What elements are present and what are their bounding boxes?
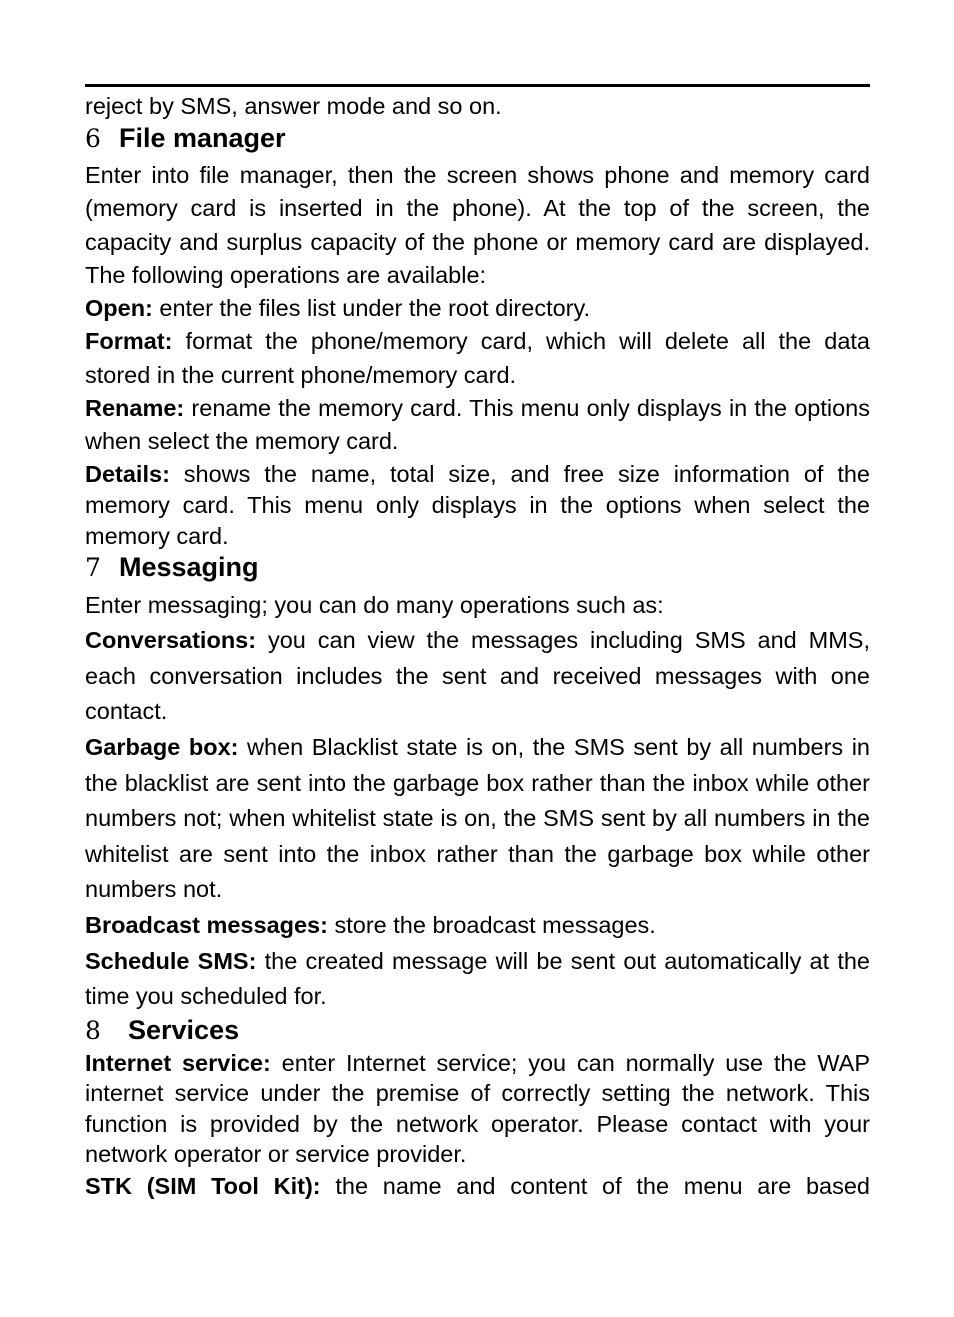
item-term: Internet service: [85, 1049, 271, 1076]
messaging-intro: Enter messaging; you can do many operations such as: [85, 591, 664, 618]
item-term: Details: [85, 460, 170, 487]
messaging-item-schedule-sms [85, 944, 870, 1015]
item-text: the name and content of the menu are based [320, 1173, 870, 1200]
page-content [85, 89, 870, 1203]
section-heading-file-manager [85, 123, 870, 159]
header-rule [85, 84, 870, 87]
section-number: 7 [85, 552, 101, 582]
item-text: the created message will be sent out automatically at the time you scheduled for. [85, 947, 870, 1010]
item-text: enter Internet service; you can normally use the WAP internet service under the premise of correctly setting the network. This function is provided by the network operator. Please contact with your network operator or service provider. [85, 1049, 870, 1168]
item-term: Open: [85, 295, 153, 322]
file-manager-intro: Enter into file manager, then the screen shows phone and memory card (memory card is inserted in the phone). At the top of the screen, the capacity and surplus capacity of the phone or memory card are displayed. The following operations are available: [85, 162, 870, 288]
item-text: rename the memory card. This menu only displays in the options when select the memory card. [85, 395, 870, 455]
item-text: you can view the messages including SMS and MMS, each conversation includes the sent and received messages with one contact. [85, 627, 870, 725]
item-text: enter the files list under the root directory. [152, 295, 591, 322]
file-item-open [85, 292, 870, 325]
messaging-item-garbage-box [85, 730, 870, 908]
item-text: when Blacklist state is on, the SMS sent by all numbers in the blacklist are sent into the garbage box rather than the inbox while other numbers not; when whitelist state is on, the SMS sent by all numbers in the whitelist are sent into the inbox rather than the garbage box while other numbers not. [85, 734, 870, 903]
messaging-item-broadcast [85, 908, 870, 944]
section-title: Messaging [119, 551, 259, 582]
intro-paragraph: reject by SMS, answer mode and so on. [85, 93, 502, 119]
item-term: Garbage box: [85, 734, 239, 761]
file-item-format [85, 325, 870, 392]
services-item-internet [85, 1048, 870, 1170]
section-number: 6 [85, 124, 101, 153]
section-title: File manager [119, 123, 286, 153]
item-term: STK (SIM Tool Kit): [85, 1173, 321, 1200]
services-item-stk [85, 1169, 870, 1203]
item-term: Rename: [85, 395, 185, 422]
item-text: store the broadcast messages. [327, 912, 656, 939]
section-number: 8 [85, 1015, 101, 1045]
section-title: Services [128, 1014, 240, 1045]
item-term: Broadcast messages: [85, 912, 328, 939]
item-term: Conversations: [85, 627, 257, 654]
item-text: shows the name, total size, and free size information of the memory card. This menu only displays in the options when select the memory card. [85, 460, 870, 549]
section-heading-services [85, 1015, 870, 1048]
item-term: Format: [85, 328, 173, 355]
item-term: Schedule SMS: [85, 947, 257, 974]
file-item-rename [85, 392, 870, 459]
section-heading-messaging [85, 552, 870, 588]
item-text: format the phone/memory card, which will delete all the data stored in the current phone/memory card. [85, 328, 870, 388]
file-item-details [85, 459, 870, 552]
messaging-item-conversations [85, 623, 870, 730]
